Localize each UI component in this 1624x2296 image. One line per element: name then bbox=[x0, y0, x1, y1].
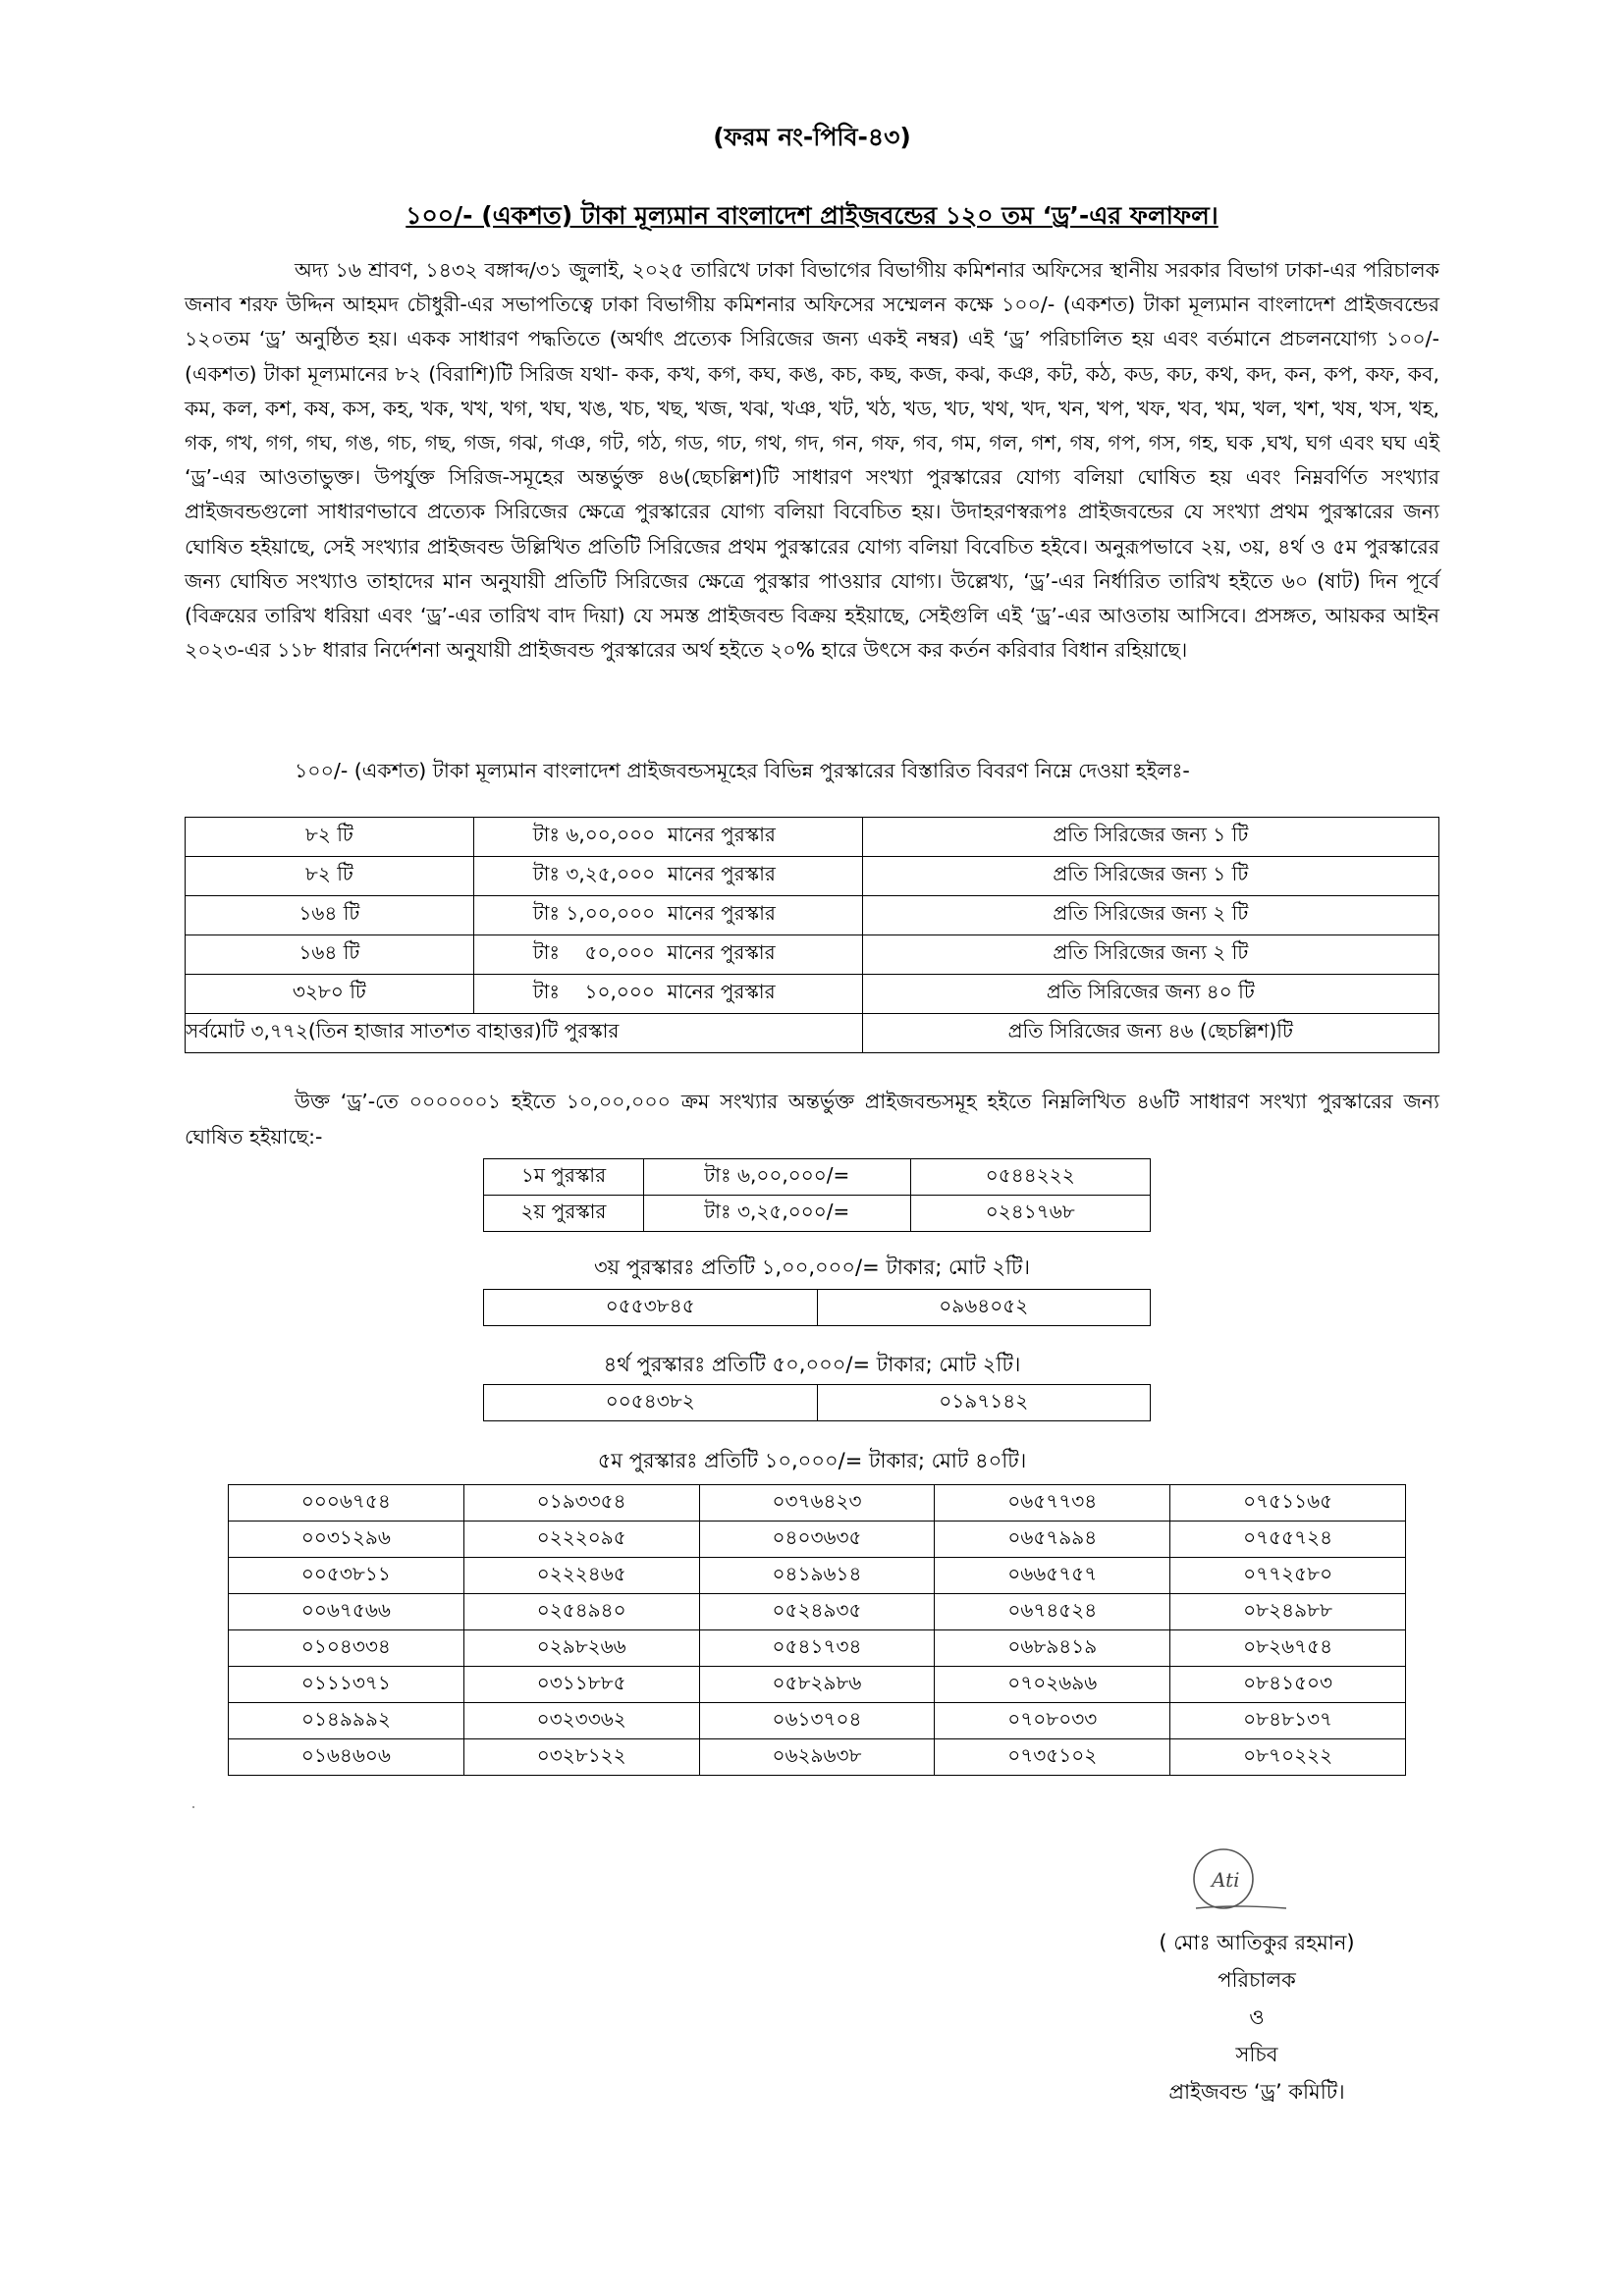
prize-number: ০৫৫৩৮৪৫ bbox=[484, 1290, 818, 1326]
prize-number: ০০৩১২৯৬ bbox=[229, 1522, 464, 1558]
prize-number: ০৬২৯৬৩৮ bbox=[699, 1739, 935, 1776]
prize-value: টাঃ ৩,২৫,০০০ মানের পুরস্কার bbox=[473, 857, 862, 896]
prize-number: ০৩৭৬৪২৩ bbox=[699, 1485, 935, 1522]
prize-number: ০৭০৮০৩৩ bbox=[935, 1703, 1170, 1739]
prize-value: টাঃ ১,০০,০০০ মানের পুরস্কার bbox=[473, 896, 862, 935]
table-row bbox=[186, 818, 1439, 857]
prize-number: ০৮৭০২২২ bbox=[1170, 1739, 1406, 1776]
prize-number: ০৮২৪৯৮৮ bbox=[1170, 1594, 1406, 1630]
prize-amount: টাঃ ৩,২৫,০০০/= bbox=[643, 1196, 910, 1232]
prize-number: ০১৬৪৬০৬ bbox=[229, 1739, 464, 1776]
prize-number: ০৭০২৬৯৬ bbox=[935, 1667, 1170, 1703]
prize-number: ০০৫৩৮১১ bbox=[229, 1558, 464, 1594]
prize-number: ০৭৫১১৬৫ bbox=[1170, 1485, 1406, 1522]
signatory-conjunction: ও bbox=[1249, 2005, 1265, 2029]
prize-number: ০০৫৪৩৮২ bbox=[484, 1385, 818, 1421]
prize-amount: টাঃ ৬,০০,০০০/= bbox=[643, 1159, 910, 1196]
table-row bbox=[186, 975, 1439, 1014]
prize-number: ০৭৫৫৭২৪ bbox=[1170, 1522, 1406, 1558]
fourth-prize-table bbox=[483, 1384, 1151, 1421]
prize-number: ০৬৭৪৫২৪ bbox=[935, 1594, 1170, 1630]
prize-count: ১৬৪ টি bbox=[186, 935, 474, 975]
prize-number: ০৮২৬৭৫৪ bbox=[1170, 1630, 1406, 1667]
prize-value: টাঃ ৬,০০,০০০ মানের পুরস্কার bbox=[473, 818, 862, 857]
prize-number: ০১১১৩৭১ bbox=[229, 1667, 464, 1703]
table-row bbox=[229, 1667, 1406, 1703]
table-row bbox=[229, 1594, 1406, 1630]
table-row bbox=[484, 1159, 1151, 1196]
prize-number: ০৭৩৫১০২ bbox=[935, 1739, 1170, 1776]
per-series-count: প্রতি সিরিজের জন্য ১ টি bbox=[862, 818, 1438, 857]
prize-number: ০০৬৭৫৬৬ bbox=[229, 1594, 464, 1630]
table-row bbox=[229, 1485, 1406, 1522]
prize-number: ০৫৪৪২২২ bbox=[910, 1159, 1150, 1196]
fifth-prize-heading: ৫ম পুরস্কারঃ প্রতিটি ১০,০০০/= টাকার; মোট ৪০টি। bbox=[597, 1449, 1027, 1472]
prize-number: ০৮৪৮১৩৭ bbox=[1170, 1703, 1406, 1739]
prize-count: ৩২৮০ টি bbox=[186, 975, 474, 1014]
total-prizes-label: সর্বমোট ৩,৭৭২(তিন হাজার সাতশত বাহাত্তর)টি পুরস্কার bbox=[186, 1019, 620, 1042]
prize-number: ০২২২০৯৫ bbox=[463, 1522, 699, 1558]
draw-note: উক্ত ‘ড্র’-তে ০০০০০০১ হইতে ১০,০০,০০০ ক্রম সংখ্যার অন্তর্ভুক্ত প্রাইজবন্ডসমূহ হইতে নিম্নলিখিত ৪৬টি সাধারণ সংখ্যা পুরস্কারের জন্য ঘোষিত হইয়াছে:- bbox=[185, 1090, 1439, 1148]
per-series-count: প্রতি সিরিজের জন্য ৪০ টি bbox=[862, 975, 1438, 1014]
form-number: (ফরম নং-পিবি-৪৩) bbox=[713, 123, 911, 151]
third-prize-heading: ৩য় পুরস্কারঃ প্রতিটি ১,০০,০০০/= টাকার; মোট ২টি। bbox=[594, 1255, 1030, 1279]
prize-number: ০২৫৪৯৪০ bbox=[463, 1594, 699, 1630]
total-per-series: প্রতি সিরিজের জন্য ৪৬ (ছেচল্লিশ)টি bbox=[862, 1014, 1438, 1053]
table-row bbox=[229, 1630, 1406, 1667]
prize-number: ০১৯৭১৪২ bbox=[817, 1385, 1151, 1421]
prize-number: ০৯৬৪০৫২ bbox=[817, 1290, 1151, 1326]
table-row bbox=[484, 1385, 1151, 1421]
prize-rank: ১ম পুরস্কার bbox=[484, 1159, 644, 1196]
prize-number: ০২৯৮২৬৬ bbox=[463, 1630, 699, 1667]
prize-number: ০৭৭২৫৮০ bbox=[1170, 1558, 1406, 1594]
prize-number: ০৪১৯৬১৪ bbox=[699, 1558, 935, 1594]
prize-number: ০৩২৮১২২ bbox=[463, 1739, 699, 1776]
first-second-prize-table bbox=[483, 1158, 1151, 1232]
signatory-block bbox=[1080, 1924, 1434, 2110]
signatory-designation: পরিচালক bbox=[1218, 1968, 1296, 1992]
prize-number: ০৪০৩৬৩৫ bbox=[699, 1522, 935, 1558]
per-series-count: প্রতি সিরিজের জন্য ২ টি bbox=[862, 935, 1438, 975]
prize-number: ০১৪৯৯৯২ bbox=[229, 1703, 464, 1739]
table-row bbox=[484, 1290, 1151, 1326]
signatory-name: ( মোঃ আতিকুর রহমান) bbox=[1159, 1931, 1355, 1954]
table-row bbox=[229, 1522, 1406, 1558]
signatory-designation-2: সচিব bbox=[1235, 2043, 1278, 2066]
prize-number: ০৬৮৯৪১৯ bbox=[935, 1630, 1170, 1667]
prize-count: ৮২ টি bbox=[186, 857, 474, 896]
prize-count: ৮২ টি bbox=[186, 818, 474, 857]
intro-paragraph: অদ্য ১৬ শ্রাবণ, ১৪৩২ বঙ্গাব্দ/৩১ জুলাই, ২০২৫ তারিখে ঢাকা বিভাগের বিভাগীয় কমিশনার অফিসের স্থানীয় সরকার বিভাগ ঢাকা-এর পরিচালক জনাব শরফ উদ্দিন আহমদ চৌধুরী-এর সভাপতিত্বে ঢাকা বিভাগীয় কমিশনার অফিসের সম্মেলন কক্ষে ১০০/- (একশত) টাকা মূল্যমান বাংলাদেশ প্রাইজবন্ডের ১২০তম ‘ড্র’ অনুষ্ঠিত হয়। একক সাধারণ পদ্ধতিতে (অর্থাৎ প্রত্যেক সিরিজের জন্য একই নম্বর) এই ‘ড্র’ পরিচালিত হয় এবং বর্তমানে প্রচলনযোগ্য ১০০/- (একশত) টাকা মূল্যমানের ৮২ (বিরাশি)টি সিরিজ যথা- কক, কখ, কগ, কঘ, কঙ, কচ, কছ, কজ, কঝ, কঞ, কট, কঠ, কড, কঢ, কথ, কদ, কন, কপ, কফ, কব, কম, কল, কশ, কষ, কস, কহ, খক, খখ, খগ, খঘ, খঙ, খচ, খছ, খজ, খঝ, খঞ, খট, খঠ, খড, খঢ, খথ, খদ, খন, খপ, খফ, খব, খম, খল, খশ, খষ, খস, খহ, গক, গখ, গগ, গঘ, গঙ, গচ, গছ, গজ, গঝ, গঞ, গট, গঠ, গড, গঢ, গথ, গদ, গন, গফ, গব, গম, গল, গশ, গষ, গপ, গস, গহ, ঘক ,ঘখ, ঘগ এবং ঘঘ এই ‘ড্র’-এর আওতাভুক্ত। উপর্যুক্ত সিরিজ-সমূহের অন্তর্ভুক্ত ৪৬(ছেচল্লিশ)টি সাধারণ সংখ্যা পুরস্কারের যোগ্য বলিয়া ঘোষিত হয় এবং নিম্নবর্ণিত সংখ্যার প্রাইজবন্ডগুলো সাধারণভাবে প্রত্যেক সিরিজের ক্ষেত্রে পুরস্কারের যোগ্য বলিয়া বিবেচিত হয়। উদাহরণস্বরূপঃ প্রাইজবন্ডের যে সংখ্যা প্রথম পুরস্কারের জন্য ঘোষিত হইয়াছে, সেই সংখ্যার প্রাইজবন্ড উল্লিখিত প্রতিটি সিরিজের প্রথম পুরস্কারের যোগ্য বলিয়া বিবেচিত হইবে। অনুরূপভাবে ২য়, ৩য়, ৪র্থ ও ৫ম পুরস্কারের জন্য ঘোষিত সংখ্যাও তাহাদের মান অনুযায়ী প্রতিটি সিরিজের ক্ষেত্রে পুরস্কার পাওয়ার যোগ্য। উল্লেখ্য, ‘ড্র’-এর নির্ধারিত তারিখ হইতে ৬০ (ষাট) দিন পূর্বে (বিক্রয়ের তারিখ ধরিয়া এবং ‘ড্র’-এর তারিখ বাদ দিয়া) যে সমস্ত প্রাইজবন্ড বিক্রয় হইয়াছে, সেইগুলি এই ‘ড্র’-এর আওতায় আসিবে। প্রসঙ্গত, আয়কর আইন ২০২৩-এর ১১৮ ধারার নির্দেশনা অনুযায়ী প্রাইজবন্ড পুরস্কারের অর্থ হইতে ২০% হারে উৎসে কর কর্তন করিবার বিধান রহিয়াছে। bbox=[185, 258, 1439, 663]
fifth-prize-table bbox=[228, 1484, 1406, 1776]
prize-number: ০১৯৩৩৫৪ bbox=[463, 1485, 699, 1522]
document-title: ১০০/- (একশত) টাকা মূল্যমান বাংলাদেশ প্রাইজবন্ডের ১২০ তম ‘ড্র’-এর ফলাফল। bbox=[406, 201, 1218, 230]
total-prizes bbox=[186, 1014, 863, 1053]
fourth-prize-heading: ৪র্থ পুরস্কারঃ প্রতিটি ৫০,০০০/= টাকার; মোট ২টি। bbox=[603, 1353, 1021, 1376]
table-row bbox=[229, 1703, 1406, 1739]
prize-number: ০২২২৪৬৫ bbox=[463, 1558, 699, 1594]
per-series-count: প্রতি সিরিজের জন্য ২ টি bbox=[862, 896, 1438, 935]
prize-number: ০৬৬৫৭৫৭ bbox=[935, 1558, 1170, 1594]
scan-dot bbox=[192, 1806, 194, 1808]
signature-seal bbox=[1176, 1843, 1290, 1926]
table-row-total bbox=[186, 1014, 1439, 1053]
third-prize-table bbox=[483, 1289, 1151, 1326]
prize-number: ০৫৮২৯৮৬ bbox=[699, 1667, 935, 1703]
prize-number: ০৩২৩৩৬২ bbox=[463, 1703, 699, 1739]
signature-text: Ati bbox=[1212, 1868, 1240, 1892]
prize-number: ০৩১১৮৮৫ bbox=[463, 1667, 699, 1703]
prize-number: ০৫৪১৭৩৪ bbox=[699, 1630, 935, 1667]
table-row bbox=[484, 1196, 1151, 1232]
prize-number: ০৫২৪৯৩৫ bbox=[699, 1594, 935, 1630]
prize-number: ০২৪১৭৬৮ bbox=[910, 1196, 1150, 1232]
details-heading: ১০০/- (একশত) টাকা মূল্যমান বাংলাদেশ প্রাইজবন্ডসমূহের বিভিন্ন পুরস্কারের বিস্তারিত বিবরণ নিম্নে দেওয়া হইলঃ- bbox=[295, 759, 1190, 782]
prize-summary-table bbox=[185, 817, 1439, 1053]
prize-number: ০০০৬৭৫৪ bbox=[229, 1485, 464, 1522]
table-row bbox=[186, 857, 1439, 896]
prize-number: ০৬১৩৭০৪ bbox=[699, 1703, 935, 1739]
prize-value: টাঃ ১০,০০০ মানের পুরস্কার bbox=[473, 975, 862, 1014]
prize-number: ০৬৫৭৭৩৪ bbox=[935, 1485, 1170, 1522]
prize-rank: ২য় পুরস্কার bbox=[484, 1196, 644, 1232]
prize-value: টাঃ ৫০,০০০ মানের পুরস্কার bbox=[473, 935, 862, 975]
prize-number: ০১০৪৩৩৪ bbox=[229, 1630, 464, 1667]
signatory-committee: প্রাইজবন্ড ‘ড্র’ কমিটি। bbox=[1168, 2080, 1345, 2104]
table-row bbox=[229, 1558, 1406, 1594]
table-row bbox=[186, 896, 1439, 935]
prize-count: ১৬৪ টি bbox=[186, 896, 474, 935]
prize-number: ০৬৫৭৯৯৪ bbox=[935, 1522, 1170, 1558]
prize-number: ০৮৪১৫০৩ bbox=[1170, 1667, 1406, 1703]
per-series-count: প্রতি সিরিজের জন্য ১ টি bbox=[862, 857, 1438, 896]
table-row bbox=[229, 1739, 1406, 1776]
table-row bbox=[186, 935, 1439, 975]
